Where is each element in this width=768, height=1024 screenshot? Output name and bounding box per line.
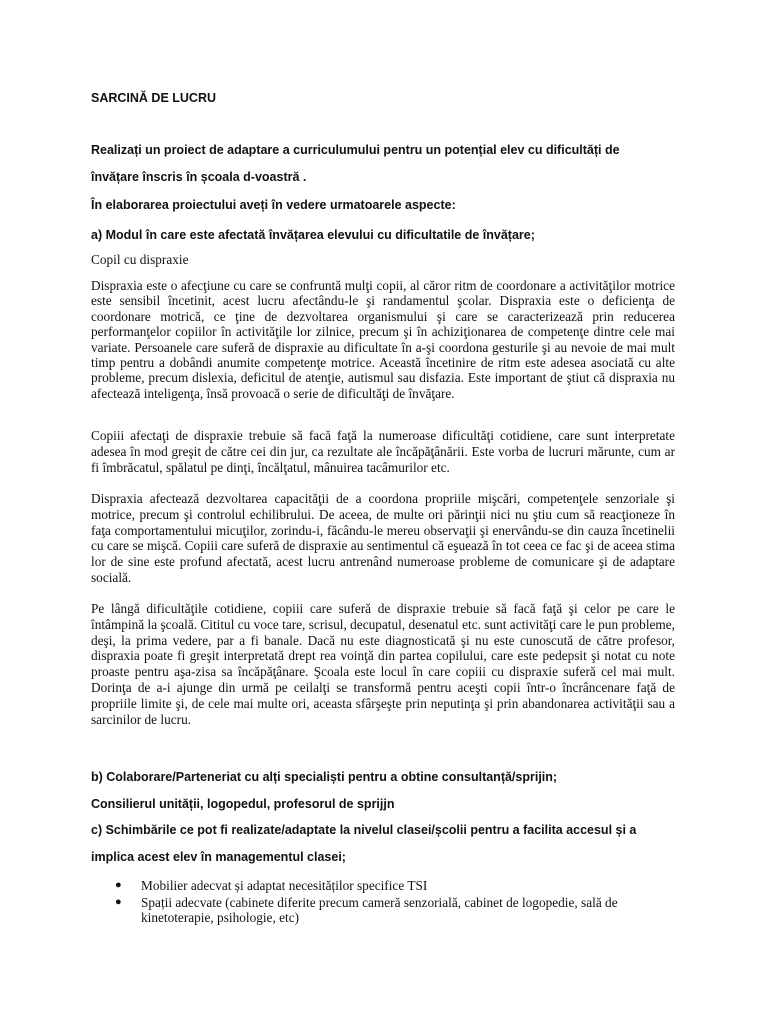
list-item-text: Mobilier adecvat și adaptat necesităților specifice TSI <box>141 878 428 893</box>
document-title: SARCINĂ DE LUCRU <box>91 91 216 105</box>
section-c-bullet-list <box>91 878 675 927</box>
section-a-paragraph-2: Copiii afectaţi de dispraxie trebuie să facă faţă la numeroase dificultăţi cotidiene, care sunt interpretate adesea în mod greşit de către cei din jur, ca rezultate ale încăpăţânării. Este vorba de lucruri mărunte, cum ar fi îmbrăcatul, spălatul pe dinţi, încălţatul, mânuirea tacâmurilor etc. <box>91 428 675 475</box>
section-c-heading-line-2: implica acest elev în managementul clasei; <box>91 850 346 864</box>
section-a-paragraph-4: Pe lângă dificultăţile cotidiene, copiii care suferă de dispraxie trebuie să facă faţă şi celor pe care le întâmpină la şcoală. Cititul cu voce tare, scrisul, decupatul, desenatul etc. sunt activităţi care le pun probleme, deşi, la prima vedere, par a fi banale. Dacă nu este diagnosticată şi nu este cunoscută de către profesor, dispraxia poate fi greşit interpretată drept rea voinţă din partea copilului, care este pedepsit şi notat cu note proaste pentru aşa-zisa sa încăpăţânare. Şcoala este locul în care copiii cu dispraxie suferă cel mai mult. Dorinţa de a-i ajunge din urmă pe ceilalţi se transformă pentru aceşti copii într-o încrâncenare faţă de propriile limite şi, de cele mai multe ori, aceasta sfârşeşte prin neputinţa şi prin abandonarea activităţii sau a sarcinilor de lucru. <box>91 601 675 727</box>
section-b-text: Consilierul unității, logopedul, profesorul de sprijjn <box>91 797 395 811</box>
list-item <box>91 895 675 926</box>
section-b-heading: b) Colaborare/Parteneriat cu alți specialiști pentru a obtine consultanță/sprijin; <box>91 770 558 784</box>
section-a-paragraph-3: Dispraxia afectează dezvoltarea capacităţii de a coordona propriile mişcări, competenţele senzoriale şi motrice, precum şi controlul echilibrului. De aceea, de multe ori părinţii nici nu ştiu cum să reacţioneze în faţa comportamentului micuţilor, zorindu-i, făcându-le mereu observaţii şi enervându-se din cauza încetinelii cu care se mişcă. Copiii care suferă de dispraxie au sentimentul că eşuează în tot ceea ce fac şi de aceea stima lor de sine este profund afectată, acest lucru antrenând numeroase probleme de comunicare şi de adaptare socială. <box>91 491 675 585</box>
list-item <box>91 878 675 894</box>
section-a-subtitle: Copil cu dispraxie <box>91 252 189 267</box>
section-c-heading-line-1: c) Schimbările ce pot fi realizate/adaptate la nivelul clasei/școlii pentru a facilita accesul și a <box>91 823 637 837</box>
list-item-text: Spații adecvate (cabinete diferite precum cameră senzorială, cabinet de logopedie, sală de kinetoterapie, psihologie, etc) <box>141 894 618 926</box>
section-a-paragraph-1: Dispraxia este o afecţiune cu care se confruntă mulţi copii, al căror ritm de coordonare a activităţilor motrice este sensibil încetinit, acest lucru afectându-le şi randamentul şcolar. Dispraxia este o deficienţa de coordonare motrică, ce ţine de dezvoltarea organismului şi care se caracterizează prin reducerea performanţelor copiilor în activităţile lor zilnice, precum şi în achiziţionarea de competenţe dintre cele mai variate. Persoanele care suferă de dispraxie au dificultate în a-şi coordona gesturile şi au nevoie de mai mult timp pentru a dobândi anumite competenţe motrice. Această încetinire de ritm este adesea asociată cu alte probleme, precum dislexia, deficitul de atenţie, autismul sau disfazia. Este important de ştiut că dispraxia nu afectează inteligenţa, însă provoacă o serie de dificultăţi de învăţare. <box>91 278 675 401</box>
intro-text: În elaborarea proiectului aveți în vedere urmatoarele aspecte: <box>91 198 456 212</box>
bullet-icon: ● <box>115 879 122 891</box>
task-line-2: învățare înscris în școala d-voastră . <box>91 170 307 184</box>
section-a-heading: a) Modul în care este afectată învățarea elevului cu dificultatile de învățare; <box>91 228 535 242</box>
task-line-1: Realizați un proiect de adaptare a curriculumului pentru un potențial elev cu dificultăți de <box>91 143 620 157</box>
bullet-icon: ● <box>115 895 122 908</box>
